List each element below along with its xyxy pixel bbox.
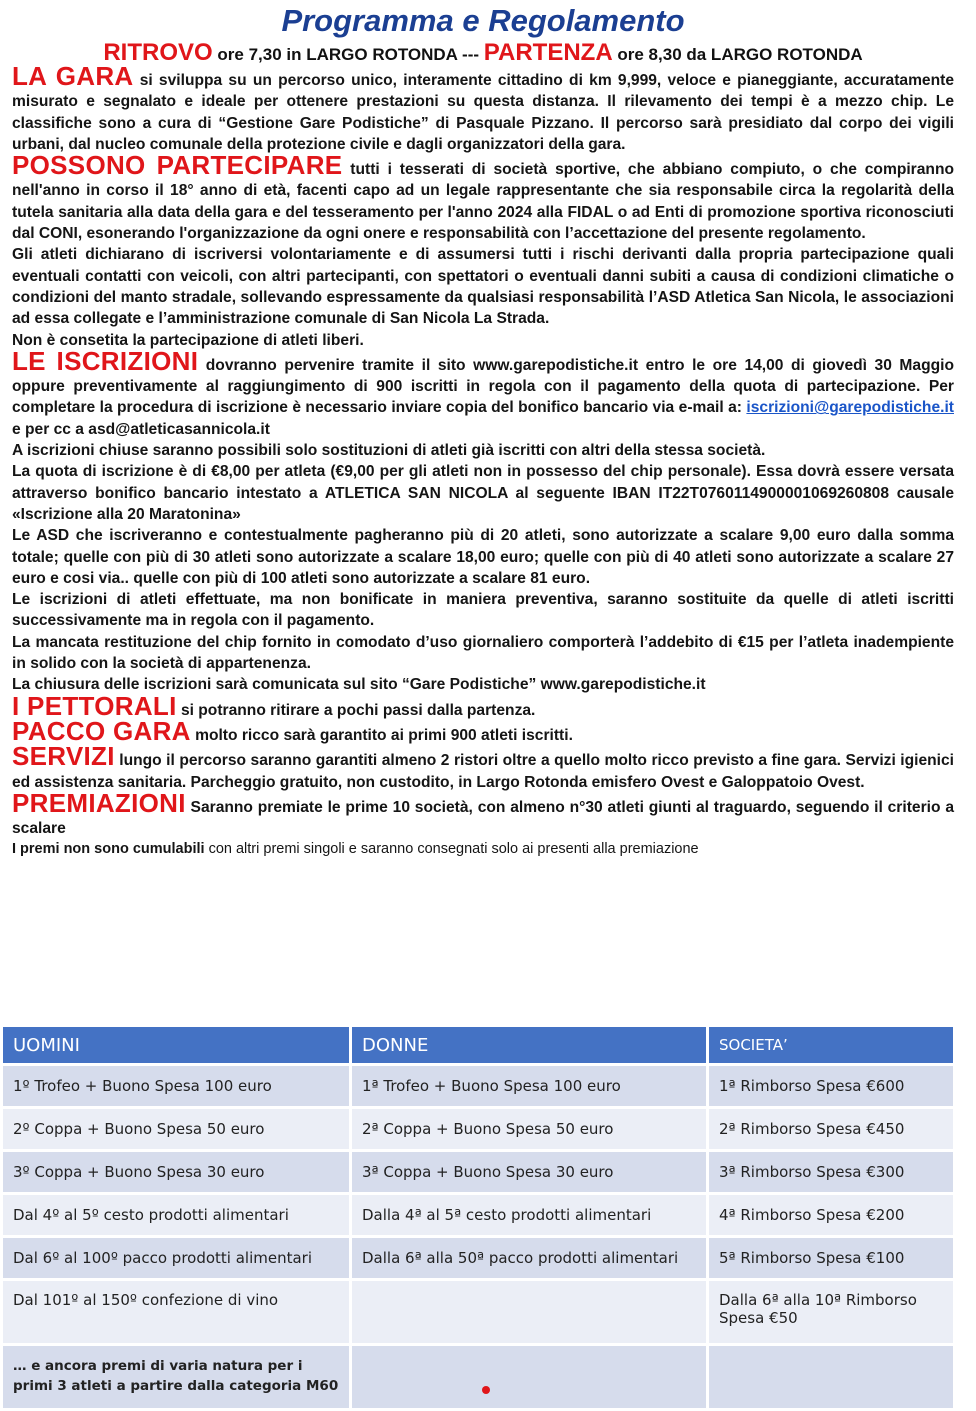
ritrovo-text: ore 7,30 in LARGO ROTONDA --- bbox=[212, 45, 484, 64]
table-cell bbox=[709, 1346, 953, 1408]
iscrizioni-p7: La chiusura delle iscrizioni sarà comunicata sul sito “Gare Podistiche” www.garepodistiche.it bbox=[12, 676, 706, 694]
table-cell bbox=[352, 1281, 706, 1343]
pettorali-heading: I PETTORALI bbox=[12, 690, 177, 721]
servizi-text: lungo il percorso saranno garantiti almeno 2 ristori oltre a quello molto ricco previsto a fine gara. Servizi igienici ed assistenza sanitaria. Parcheggio gratuito, non custodito, in Largo Rotonda emisfero Ovest e Galoppatoio Ovest. bbox=[12, 752, 954, 791]
ritrovo-line bbox=[12, 39, 954, 66]
gara-text: si sviluppa su un percorso unico, interamente cittadino di km 9,999, veloce e pianeggiante, accuratamente misurato e segnalato e ideale per ottenere prestazioni su questa distanza. Il rilevamento dei tempi è a mezzo chip. Le classifiche sono a cura di “Gestione Gare Podistiche” di Pasquale Pizzano. Il percorso sarà presidiato dal corpo dei vigili urbani, dal nucleo comunale della protezione civile e dagli organizzatori della gara. bbox=[12, 72, 954, 153]
table-cell-note: … e ancora premi di varia natura per i primi 3 atleti a partire dalla categoria M60 bbox=[3, 1346, 349, 1408]
header-donne: DONNE bbox=[352, 1027, 706, 1063]
premi-note bbox=[12, 839, 954, 860]
table-cell: Dal 4º al 5º cesto prodotti alimentari bbox=[3, 1195, 349, 1235]
table-cell: 2º Coppa + Buono Spesa 50 euro bbox=[3, 1109, 349, 1149]
table-row bbox=[3, 1238, 953, 1278]
table-cell: 1ª Rimborso Spesa €600 bbox=[709, 1066, 953, 1106]
iscrizioni-text2: e per cc a asd@atleticasannicola.it bbox=[12, 420, 270, 438]
table-row bbox=[3, 1346, 953, 1408]
pacco-heading: PACCO GARA bbox=[12, 715, 191, 746]
section-iscrizioni bbox=[12, 345, 954, 440]
table-row bbox=[3, 1109, 953, 1149]
section-servizi bbox=[12, 741, 954, 793]
partenza-text: ore 8,30 da LARGO ROTONDA bbox=[612, 45, 863, 64]
table-cell: 4ª Rimborso Spesa €200 bbox=[709, 1195, 953, 1235]
gara-heading: LA GARA bbox=[12, 61, 134, 91]
pacco-text: molto ricco sarà garantito ai primi 900 atleti iscritti. bbox=[190, 726, 573, 744]
table-cell: 2ª Rimborso Spesa €450 bbox=[709, 1109, 953, 1149]
table-cell: 3ª Rimborso Spesa €300 bbox=[709, 1152, 953, 1192]
table-cell bbox=[352, 1346, 706, 1408]
prizes-table bbox=[0, 1024, 956, 1411]
iscrizioni-p5: Le iscrizioni di atleti effettuate, ma non bonificate in maniera preventiva, saranno sostituite da quelle di atleti iscritti successivamente ma in regola con il pagamento. bbox=[12, 591, 954, 630]
partecipare-p3: Non è consetita la partecipazione di atleti liberi. bbox=[12, 331, 364, 349]
table-cell: 2ª Coppa + Buono Spesa 50 euro bbox=[352, 1109, 706, 1149]
table-cell: 1ª Trofeo + Buono Spesa 100 euro bbox=[352, 1066, 706, 1106]
table-row bbox=[3, 1152, 953, 1192]
header-societa: SOCIETA’ bbox=[709, 1027, 953, 1063]
iscrizioni-text: dovranno pervenire tramite il sito www.garepodistiche.it entro le ore 14,00 di giovedì 30 Maggio oppure preventivamente al raggiungimento di 900 iscritti in regola con il pagamento della quota di partecipazione. Per completare la procedura di iscrizione è necessario inviare copia del bonifico bancario via e-mail a: bbox=[12, 356, 954, 417]
partecipare-text: tutti i tesserati di società sportive, che abbiano compiuto, o che compiranno nell'anno in corso il 18° anno di età, facenti capo ad un legale rappresentante che sia responsabile circa la regolarità della tutela sanitaria alla data della gara e del tesseramento per l'anno 2024 alla FIDAL o ad Enti di promozione sportiva riconosciuti dal CONI, esonerando l'organizzazione da ogni onere e responsabilità con l’accettazione del presente regolamento. bbox=[12, 161, 954, 243]
partenza-key: PARTENZA bbox=[483, 39, 613, 66]
table-cell: 3ª Coppa + Buono Spesa 30 euro bbox=[352, 1152, 706, 1192]
table-header-row bbox=[3, 1027, 953, 1063]
table-cell: 1º Trofeo + Buono Spesa 100 euro bbox=[3, 1066, 349, 1106]
servizi-heading: SERVIZI bbox=[12, 741, 115, 772]
page-title: Programma e Regolamento bbox=[281, 3, 685, 38]
section-premiazioni bbox=[12, 787, 954, 840]
partecipare-p2: Gli atleti dichiarano di iscriversi volontariamente e di assumersi tutti i rischi derivanti dalla propria partecipazione quali eventuali contatti con veicoli, con altri partecipanti, con spettatori o eventuali danni subiti a causa di condizioni climatiche o condizioni del manto stradale, sollevando espressamente da qualsiasi responsabilità l’ASD Atletica San Nicola, le associazioni ad essa collegate e l’amministrazione comunale di San Nicola La Strada. bbox=[12, 246, 954, 328]
table-cell: 3º Coppa + Buono Spesa 30 euro bbox=[3, 1152, 349, 1192]
pettorali-text: si potranno ritirare a pochi passi dalla partenza. bbox=[176, 701, 536, 719]
table-cell: Dalla 4ª al 5ª cesto prodotti alimentari bbox=[352, 1195, 706, 1235]
table-cell: Dalla 6ª alla 10ª Rimborso Spesa €50 bbox=[709, 1281, 953, 1343]
table-cell: Dalla 6ª alla 50ª pacco prodotti alimentari bbox=[352, 1238, 706, 1278]
premi-note-bold: I premi non sono cumulabili bbox=[12, 841, 205, 858]
premi-note-light: con altri premi singoli e saranno consegnati solo ai presenti alla premiazione bbox=[204, 841, 699, 858]
section-partecipare bbox=[12, 150, 954, 244]
premiazioni-heading: PREMIAZIONI bbox=[12, 787, 186, 818]
table-row bbox=[3, 1066, 953, 1106]
iscrizioni-p3: La quota di iscrizione è di €8,00 per atleta (€9,00 per gli atleti non in possesso del chip personale). Essa dovrà essere versata attraverso bonifico bancario intestato a ATLETICA SAN NICOLA al seguente IBAN IT22T0760114900001069260808 causale «Iscrizione alla 20 Maratonina» bbox=[12, 463, 954, 523]
iscrizioni-heading: LE ISCRIZIONI bbox=[12, 345, 199, 376]
header-uomini: UOMINI bbox=[3, 1027, 349, 1063]
partecipare-heading: POSSONO PARTECIPARE bbox=[12, 150, 343, 181]
table-row bbox=[3, 1195, 953, 1235]
iscrizioni-p6: La mancata restituzione del chip fornito in comodato d’uso giornaliero comporterà l’addebito di €15 per l’atleta inadempiente in solido con la società di appartenenza. bbox=[12, 633, 954, 673]
email-link[interactable]: iscrizioni@garepodistiche.it bbox=[746, 399, 954, 417]
table-cell: 5ª Rimborso Spesa €100 bbox=[709, 1238, 953, 1278]
table-cell: Dal 6º al 100º pacco prodotti alimentari bbox=[3, 1238, 349, 1278]
section-pacco bbox=[12, 715, 954, 746]
iscrizioni-p4: Le ASD che iscriveranno e contestualmente pagheranno più di 20 atleti, sono autorizzate a scalare 9,00 euro dalla somma totale; quelle con più di 30 atleti sono autorizzate a scalare 18,00 euro; quelle con più di 40 atleti sono autorizzate a scalare 27 euro e cosi via.. quelle con più di 100 atleti sono autorizzate a scalare 81 euro. bbox=[12, 527, 954, 587]
iscrizioni-p2: A iscrizioni chiuse saranno possibili solo sostituzioni di atleti già iscritti con altri della stessa società. bbox=[12, 442, 766, 460]
ritrovo-key: RITROVO bbox=[103, 39, 213, 66]
table-row bbox=[3, 1281, 953, 1343]
premiazioni-text: Saranno premiate le prime 10 società, con almeno n°30 atleti giunti al traguardo, seguendo il criterio a scalare bbox=[12, 798, 954, 838]
section-gara bbox=[12, 61, 954, 155]
table-cell: Dal 101º al 150º confezione di vino bbox=[3, 1281, 349, 1343]
